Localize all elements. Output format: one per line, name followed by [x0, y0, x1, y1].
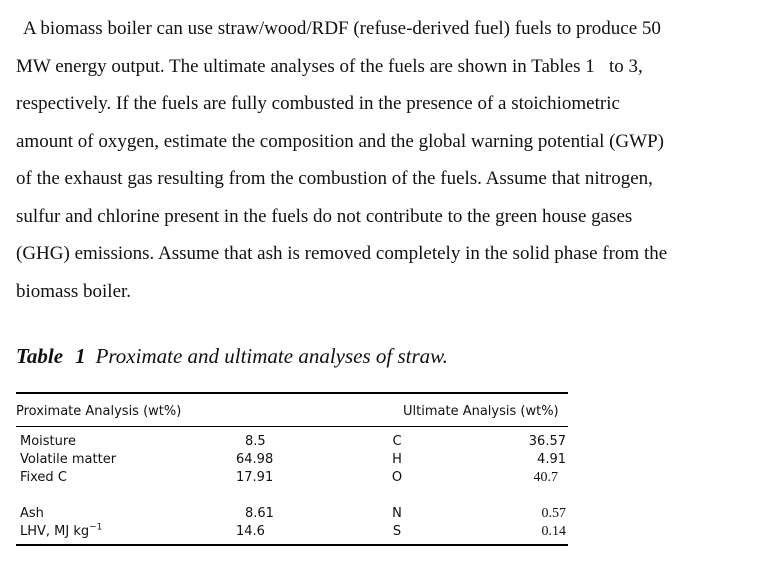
- row-label-lhv: [20, 523, 102, 541]
- paragraph-line: biomass boiler.: [16, 280, 132, 302]
- value-c: 36.57: [528, 434, 566, 449]
- table-header-rule: [16, 426, 568, 427]
- value-h: 4.91: [537, 452, 566, 467]
- paragraph-line: A biomass boiler can use straw/wood/RDF (refuse-derived fuel) fuels to produce 50: [23, 18, 661, 39]
- element-o: O: [391, 470, 403, 485]
- value-lhv: 14.6: [236, 524, 265, 539]
- paragraph-line: respectively. If the fuels are fully combusted in the presence of a stoichiometric: [16, 93, 620, 114]
- lhv-unit: LHV, MJ kg: [20, 524, 90, 539]
- caption-text: Proximate and ultimate analyses of straw.: [95, 344, 448, 368]
- value-s: 0.14: [541, 524, 566, 539]
- paragraph-line: sulfur and chlorine present in the fuels do not contribute to the green house gases: [16, 205, 633, 227]
- value-volatile-matter: 64.98: [236, 452, 274, 467]
- paragraph-line: of the exhaust gas resulting from the combustion of the fuels. Assume that nitrogen,: [16, 168, 653, 189]
- value-moisture: 8.5: [245, 434, 266, 449]
- value-fixed-c: 17.91: [236, 470, 274, 485]
- row-label-fixed-c: Fixed C: [20, 470, 67, 485]
- paragraph-line: MW energy output. The ultimate analyses of the fuels are shown in Tables 1 to 3,: [16, 55, 643, 77]
- row-label-volatile-matter: Volatile matter: [20, 452, 117, 467]
- value-ash: 8.61: [245, 506, 274, 521]
- paragraph-line: (GHG) emissions. Assume that ash is removed completely in the solid phase from the: [16, 243, 668, 264]
- table-bottom-rule: [16, 544, 568, 546]
- caption-number: 1: [75, 344, 86, 368]
- table-caption: [16, 344, 448, 369]
- header-proximate: Proximate Analysis (wt%): [16, 404, 182, 419]
- element-n: N: [392, 506, 402, 521]
- lhv-exponent: −1: [89, 522, 103, 533]
- table-top-rule: [16, 392, 568, 394]
- value-o: 40.7: [533, 470, 558, 485]
- element-c: C: [392, 434, 402, 449]
- header-ultimate: Ultimate Analysis (wt%): [403, 404, 559, 419]
- row-label-ash: Ash: [20, 506, 44, 521]
- row-label-moisture: Moisture: [20, 434, 76, 449]
- paragraph-line: amount of oxygen, estimate the composition and the global warning potential (GWP): [16, 130, 664, 152]
- element-h: H: [392, 452, 402, 467]
- element-s: S: [392, 524, 402, 539]
- caption-label: Table: [16, 344, 64, 368]
- problem-statement: [16, 10, 768, 310]
- value-n: 0.57: [541, 506, 566, 521]
